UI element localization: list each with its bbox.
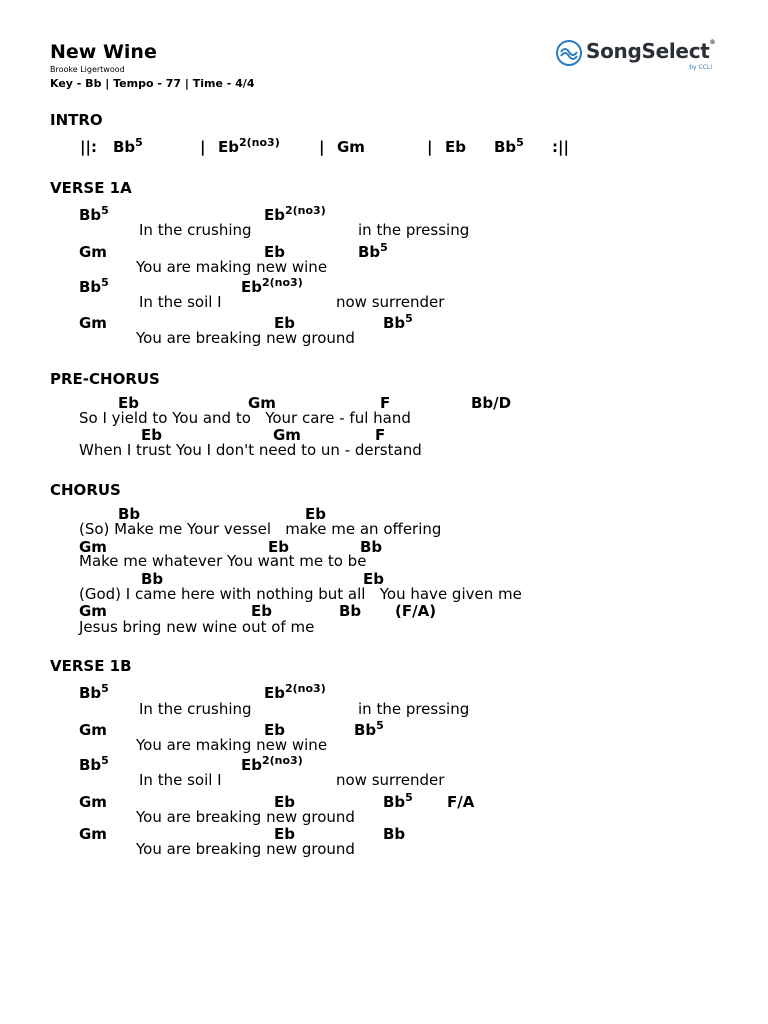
chord: Bb$^5$ (383, 791, 413, 811)
intro-chord-5: Bb$^5$ (494, 136, 524, 156)
chord: Bb$^5$ (79, 754, 109, 774)
chord: $Eb^{2(no3)}$ (241, 276, 303, 296)
chord: Gm (273, 426, 301, 444)
chord: Bb (141, 570, 164, 588)
chord: Gm (79, 538, 107, 556)
section-verse1a-label: VERSE 1A (50, 179, 132, 197)
chord: $Eb^{2(no3)}$ (264, 204, 326, 224)
chord: Bb (118, 505, 141, 523)
intro-bar-open: ||: (80, 138, 97, 156)
chord: Bb$^5$ (358, 241, 388, 261)
song-meta: Key - Bb | Tempo - 77 | Time - 4/4 (50, 77, 255, 90)
lyric: In the crushing (139, 221, 252, 239)
chord: Bb$^5$ (79, 276, 109, 296)
chord: Eb (363, 570, 384, 588)
chord: Bb$^5$ (79, 204, 109, 224)
chord: Bb$^5$ (79, 682, 109, 702)
lyric: You are breaking new ground (136, 808, 355, 826)
songselect-wave-icon (556, 40, 582, 66)
logo-text: SongSelect® (586, 39, 716, 63)
chord: Gm (79, 825, 107, 843)
lyric: In the soil I (139, 293, 222, 311)
lyric: You are making new wine (136, 736, 328, 754)
lyric: You are making new wine (136, 258, 328, 276)
lyric: now surrender (336, 293, 445, 311)
lyric: (God) I came here with nothing but all You have given me (79, 585, 522, 603)
chord: Eb (274, 825, 295, 843)
chord: Bb$^5$ (383, 312, 413, 332)
chord: $Eb^{2(no3)}$ (264, 682, 326, 702)
chord: F (375, 426, 386, 444)
chord: Gm (79, 602, 107, 620)
section-verse1b-label: VERSE 1B (50, 657, 132, 675)
lyric: In the crushing (139, 700, 252, 718)
chord: Eb (141, 426, 162, 444)
song-title: New Wine (50, 41, 157, 63)
chord: Bb (339, 602, 362, 620)
section-chorus-label: CHORUS (50, 481, 121, 499)
intro-chord-3: Gm (337, 138, 365, 156)
lyric: You are breaking new ground (136, 840, 355, 858)
chord: Eb (274, 314, 295, 332)
songselect-logo (556, 39, 716, 75)
chord: Bb/D (471, 394, 512, 412)
lyric: in the pressing (358, 700, 470, 718)
lyric: Make me whatever You want me to be (79, 552, 367, 570)
chord: F (380, 394, 391, 412)
chord: Eb (305, 505, 326, 523)
lyric: Jesus bring new wine out of me (79, 618, 315, 636)
intro-bar-2: | (319, 138, 325, 156)
section-prechorus-label: PRE-CHORUS (50, 370, 160, 388)
intro-chord-4: Eb (445, 138, 466, 156)
lyric: (So) Make me Your vessel make me an offering (79, 520, 442, 538)
chord: Bb (383, 825, 406, 843)
lyric: So I yield to You and to Your care - ful hand (79, 409, 411, 427)
chord: F/A (447, 793, 475, 811)
chord: Eb (264, 243, 285, 261)
section-intro-label: INTRO (50, 111, 103, 129)
lyric: In the soil I (139, 771, 222, 789)
chord: Eb (274, 793, 295, 811)
lyric: When I trust You I don't need to un - derstand (79, 441, 422, 459)
chord: Bb (360, 538, 383, 556)
chord: Eb (251, 602, 272, 620)
chord: Eb (264, 721, 285, 739)
intro-bar-1: | (200, 138, 206, 156)
chord: $Eb^{2(no3)}$ (241, 754, 303, 774)
chord: Gm (79, 243, 107, 261)
chord: Gm (79, 721, 107, 739)
intro-chord-2: $Eb^{2(no3)}$ (218, 136, 280, 156)
chord: Gm (79, 793, 107, 811)
song-artist: Brooke Ligertwood (50, 65, 125, 74)
intro-chord-1: Bb$^5$ (113, 136, 143, 156)
intro-bar-3: | (427, 138, 433, 156)
chord: Eb (118, 394, 139, 412)
lyric: in the pressing (358, 221, 470, 239)
chord: Gm (79, 314, 107, 332)
chord: Eb (268, 538, 289, 556)
intro-bar-close: :|| (552, 138, 569, 156)
logo-subtitle: by CCLI (689, 64, 712, 71)
chord: (F/A) (395, 602, 437, 620)
lyric: You are breaking new ground (136, 329, 355, 347)
chord: Gm (248, 394, 276, 412)
lyric: now surrender (336, 771, 445, 789)
chord: Bb$^5$ (354, 719, 384, 739)
